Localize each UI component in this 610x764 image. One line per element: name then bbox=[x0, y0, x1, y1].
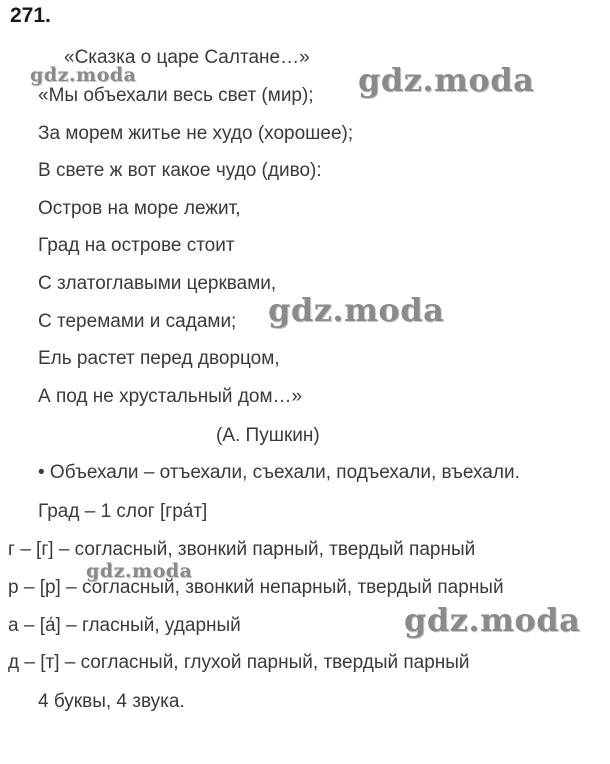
poem-line: Ель растет перед дворцом, bbox=[38, 348, 280, 369]
poem-title: «Сказка о царе Салтане…» bbox=[64, 47, 310, 68]
poem-line: В свете ж вот какое чудо (диво): bbox=[38, 160, 322, 181]
phonetic-row: д – [т] – согласный, глухой парный, твердый парный bbox=[8, 652, 470, 673]
poem-line: Град на острове стоит bbox=[38, 235, 235, 256]
poem-line: «Мы объехали весь свет (мир); bbox=[38, 85, 314, 106]
watermark: gdz.moda bbox=[86, 560, 193, 582]
analysis-summary: 4 буквы, 4 звука. bbox=[38, 691, 185, 712]
poem-author: (А. Пушкин) bbox=[216, 425, 320, 446]
poem-line: С златоглавыми церквами, bbox=[38, 273, 277, 294]
analysis-heading: Град – 1 слог [гра́т] bbox=[38, 501, 208, 522]
poem-line: Остров на море лежит, bbox=[38, 198, 241, 219]
poem-line: А под не хрустальный дом…» bbox=[38, 386, 303, 407]
phonetic-row: а – [а́] – гласный, ударный bbox=[8, 615, 241, 636]
watermark: gdz.moda bbox=[358, 61, 535, 99]
watermark: gdz.moda bbox=[30, 64, 137, 86]
watermark: gdz.moda bbox=[404, 601, 581, 639]
exercise-number: 271. bbox=[10, 4, 51, 27]
task-answer: • Объехали – отъехали, съехали, подъехали, въехали. bbox=[38, 462, 520, 483]
poem-line: С теремами и садами; bbox=[38, 311, 237, 332]
watermark: gdz.moda bbox=[268, 291, 445, 329]
poem-line: За морем житье не худо (хорошее); bbox=[38, 123, 354, 144]
phonetic-row: г – [г] – согласный, звонкий парный, твердый парный bbox=[8, 539, 476, 560]
phonetic-row: р – [р] – согласный, звонкий непарный, твердый парный bbox=[8, 577, 504, 598]
